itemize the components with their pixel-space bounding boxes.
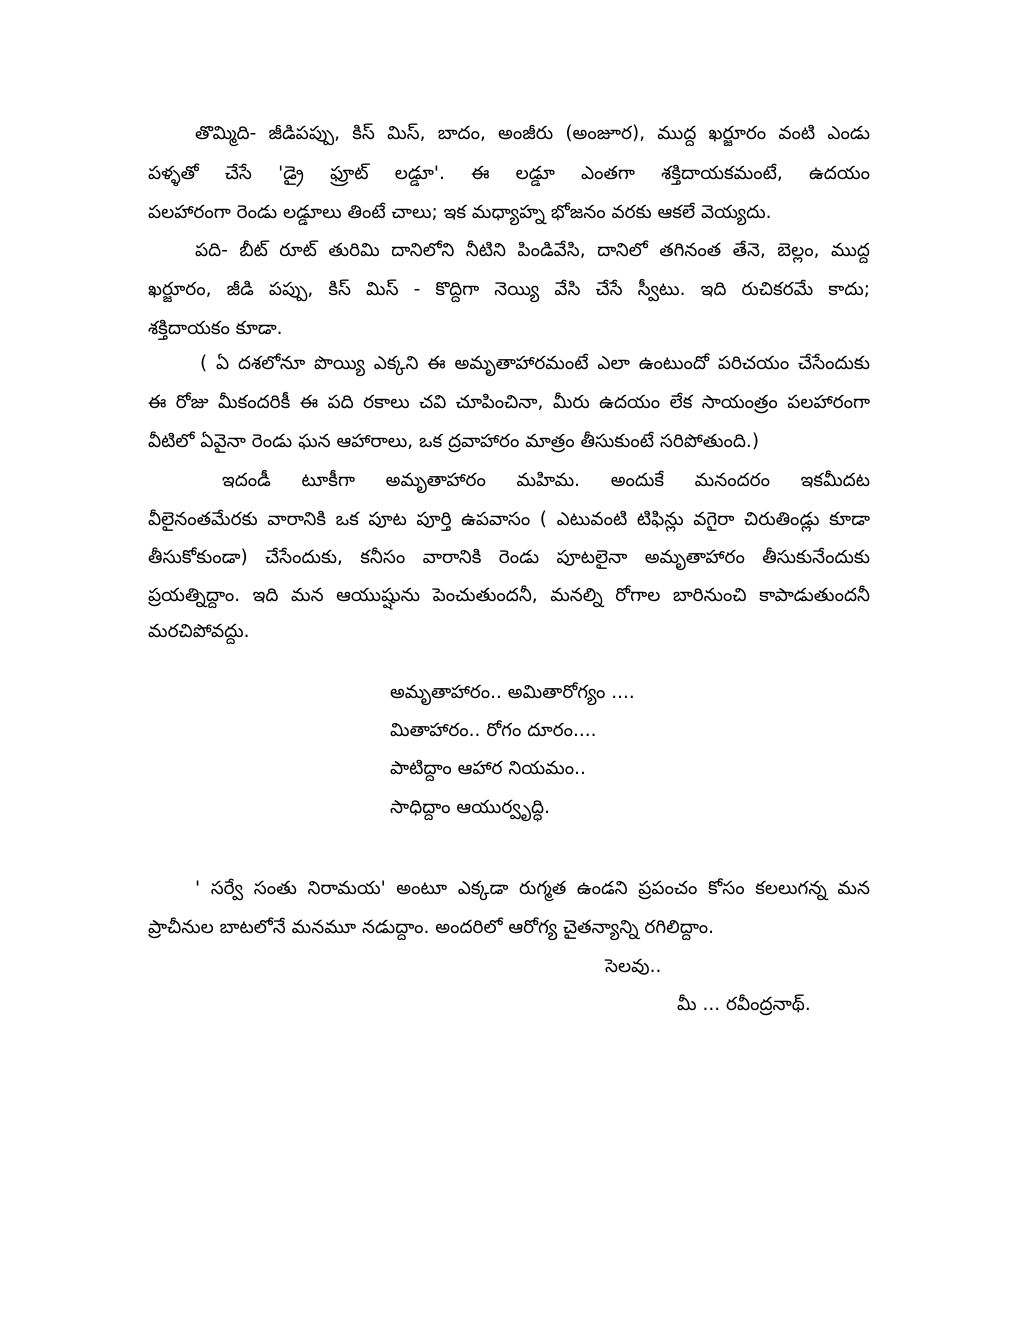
- main-paragraph-line-5: మరచిపోవద్దు.: [148, 621, 250, 642]
- poem-line-1: అమృతాహారం.. అమితారోగ్యం ....: [390, 682, 635, 703]
- paragraph-nine-line-1: తొమ్మిది- జీడిపప్పు, కిస్ మిస్, బాదం, అంజీరు (అంజూర), ముద్ద ఖర్జూరం వంటి ఎండు: [195, 123, 870, 144]
- poem-line-2: మితాహారం.. రోగం దూరం....: [390, 720, 597, 741]
- author-signature: మీ ... రవీంద్రనాథ్.: [677, 994, 811, 1015]
- paragraph-nine-line-2: పళ్ళతో చేసే 'డ్రై ఫ్రూట్ లడ్డూ'. ఈ లడ్డూ ఎంతగా శక్తిదాయకమంటే, ఉదయం: [148, 163, 870, 184]
- paragraph-ten-line-3: శక్తిదాయకం కూడా.: [148, 318, 283, 339]
- closing-line-2: ప్రాచీనుల బాటలోనే మనమూ నడుద్దాం. అందరిలో ఆరోగ్య చైతన్యాన్ని రగిలిద్దాం.: [148, 917, 715, 938]
- main-paragraph-line-3: తీసుకోకుండా) చేసేందుకు, కనీసం వారానికి రెండు పూటలైనా అమృతాహారం తీసుకునేందుకు: [148, 547, 870, 568]
- main-paragraph-line-4: ప్రయత్నిద్దాం. ఇది మన ఆయుష్షును పెంచుతుందనీ, మనల్ని రోగాల బారినుంచి కాపాడుతుందనీ: [148, 585, 870, 606]
- paragraph-ten-line-1: పది- బీట్ రూట్ తురిమి దానిలోని నీటిని పిండివేసి, దానిలో తగినంత తేనె, బెల్లం, ముద్ద: [195, 240, 870, 261]
- note-line-1: ( ఏ దశలోనూ పొయ్యి ఎక్కని ఈ అమృతాహారమంటే ఎలా ఉంటుందో పరిచయం చేసేందుకు: [200, 353, 870, 374]
- paragraph-ten-line-2: ఖర్జూరం, జీడి పప్పు, కిస్ మిస్ - కొద్దిగా నెయ్యి వేసి చేసే స్వీటు. ఇది రుచికరమే కాదు;: [148, 279, 870, 300]
- paragraph-nine-line-3: పలహారంగా రెండు లడ్డూలు తింటే చాలు; ఇక మధ్యాహ్న భోజనం వరకు ఆకలే వెయ్యదు.: [148, 202, 772, 223]
- note-line-3: వీటిలో ఏవైనా రెండు ఘన ఆహారాలు, ఒక ద్రవాహారం మాత్రం తీసుకుంటే సరిపోతుంది.): [148, 431, 760, 452]
- note-line-2: ఈ రోజు మీకందరికీ ఈ పది రకాలు చవి చూపించినా, మీరు ఉదయం లేక సాయంత్రం పలహారంగా: [148, 392, 870, 413]
- farewell-text: సెలవు..: [605, 956, 662, 977]
- main-paragraph-line-1: ఇదండీ టూకీగా అమృతాహారం మహిమ. అందుకే మనందరం ఇకమీదట: [222, 470, 870, 491]
- poem-line-4: సాధిద్దాం ఆయుర్వృద్ధి.: [390, 797, 551, 818]
- poem-line-3: పాటిద్దాం ఆహార నియమం..: [390, 758, 586, 779]
- closing-line-1: ' సర్వే సంతు నిరామయ' అంటూ ఎక్కడా రుగ్మత ఉండని ప్రపంచం కోసం కలలుగన్న మన: [195, 878, 870, 899]
- main-paragraph-line-2: వీలైనంతమేరకు వారానికి ఒక పూట పూర్తి ఉపవాసం ( ఎటువంటి టిఫిన్లు వగైరా చిరుతిండ్లు కూడా: [148, 509, 870, 530]
